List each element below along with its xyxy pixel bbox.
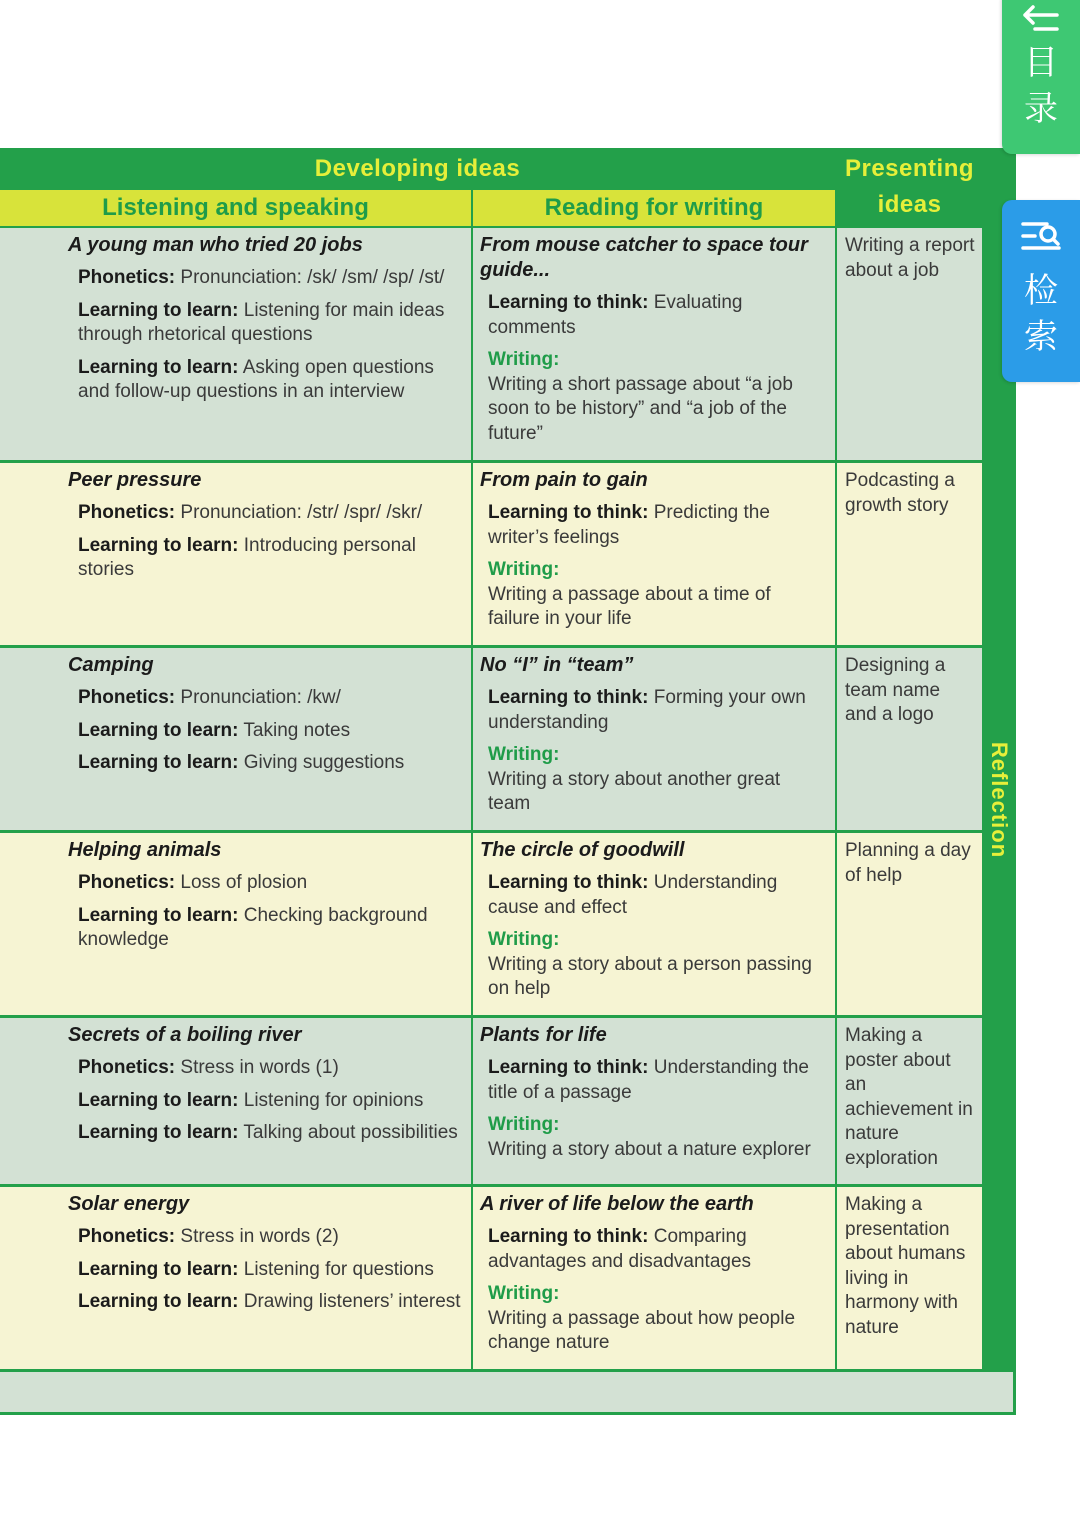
writing-text: Writing a story about a person passing on help xyxy=(488,953,812,999)
think-item xyxy=(488,1056,827,1105)
header-reading-writing: Reading for writing xyxy=(473,190,835,226)
reading-cell xyxy=(473,228,835,460)
reading-title: From pain to gain xyxy=(480,469,648,491)
reflection-text: Reflection xyxy=(987,741,1013,859)
contents-tab-label: 目录 xyxy=(1024,43,1058,129)
ls-item xyxy=(78,1056,461,1081)
presenting-cell: Podcasting a growth story xyxy=(845,470,955,516)
presenting-cell: Planning a day of help xyxy=(845,840,971,886)
ls-item xyxy=(78,1089,461,1114)
ls-item-text: Listening for questions xyxy=(243,1258,434,1280)
header-presenting-ideas xyxy=(837,148,982,226)
ls-item xyxy=(78,501,461,526)
ls-item-text: Loss of plosion xyxy=(180,872,308,893)
table-row xyxy=(0,833,982,1015)
reading-cell xyxy=(473,648,835,830)
think-text: Predicting the writer’s feelings xyxy=(488,502,770,548)
ls-item-label: Learning to learn: xyxy=(78,1258,239,1280)
unit-title: Secrets of a boiling river xyxy=(68,1024,302,1046)
table-row xyxy=(0,1187,982,1369)
search-tab[interactable] xyxy=(1002,200,1080,382)
ls-item-label: Learning to learn: xyxy=(78,719,239,741)
reading-title: No “I” in “team” xyxy=(480,654,634,676)
writing-label: Writing: xyxy=(488,349,560,370)
ls-item xyxy=(78,534,461,583)
think-item xyxy=(488,501,827,550)
ls-item-label: Phonetics: xyxy=(78,502,176,523)
reading-title: Plants for life xyxy=(480,1024,607,1046)
header-developing-ideas: Developing ideas xyxy=(314,155,521,182)
writing-label: Writing: xyxy=(488,744,560,765)
ls-item-text: Checking background knowledge xyxy=(78,904,428,950)
table-row xyxy=(0,463,982,645)
reading-cell xyxy=(473,1018,835,1184)
think-label: Learning to think: xyxy=(488,872,649,893)
ls-item-text: Pronunciation: /sk/ /sm/ /sp/ /st/ xyxy=(180,267,445,288)
ls-item-text: Stress in words (1) xyxy=(180,1057,339,1078)
think-item xyxy=(488,1225,827,1274)
table-row xyxy=(0,228,982,460)
reading-cell xyxy=(473,463,835,645)
ls-item-text: Stress in words (2) xyxy=(180,1226,339,1247)
ls-item-label: Learning to learn: xyxy=(78,534,239,556)
think-text: Comparing advantages and disadvantages xyxy=(488,1226,752,1272)
writing-label: Writing: xyxy=(488,559,560,580)
listening-cell xyxy=(0,648,471,830)
ls-item xyxy=(78,751,461,776)
think-item xyxy=(488,291,827,340)
writing-label: Writing: xyxy=(488,1283,560,1304)
ls-item-label: Learning to learn: xyxy=(78,752,239,773)
ls-item xyxy=(78,266,461,291)
search-list-icon xyxy=(1019,218,1063,258)
reading-cell xyxy=(473,1187,835,1369)
ls-item-text: Listening for opinions xyxy=(243,1089,424,1111)
search-tab-label: 检索 xyxy=(1024,271,1058,357)
ls-item-label: Learning to learn: xyxy=(78,1122,239,1143)
ls-item-label: Phonetics: xyxy=(78,1226,176,1247)
ls-item-text: Talking about possibilities xyxy=(243,1122,458,1143)
writing-text: Writing a passage about how people change nature xyxy=(488,1307,796,1353)
think-label: Learning to think: xyxy=(488,1226,649,1247)
ls-item-label: Phonetics: xyxy=(78,872,176,893)
back-arrow-icon xyxy=(1021,2,1061,36)
think-text: Understanding cause and effect xyxy=(488,872,778,918)
unit-title: Peer pressure xyxy=(68,469,202,491)
contents-tab[interactable] xyxy=(1002,0,1080,154)
header-listening-speaking: Listening and speaking xyxy=(0,190,471,226)
think-item xyxy=(488,686,827,735)
ls-item-text: Listening for main ideas through rhetorical questions xyxy=(78,299,445,345)
ls-item-label: Learning to learn: xyxy=(78,904,239,926)
ls-item-label: Phonetics: xyxy=(78,1057,176,1078)
unit-title: Solar energy xyxy=(68,1193,190,1215)
ls-item xyxy=(78,686,461,711)
ls-item xyxy=(78,299,461,348)
ls-item-label: Learning to learn: xyxy=(78,1089,239,1111)
ls-item-text: Giving suggestions xyxy=(243,752,405,773)
think-label: Learning to think: xyxy=(488,687,649,708)
ls-item xyxy=(78,1121,461,1146)
ls-item xyxy=(78,1290,461,1315)
listening-cell xyxy=(0,833,471,1015)
listening-cell xyxy=(0,228,471,460)
listening-cell xyxy=(0,1187,471,1369)
listening-cell xyxy=(0,1018,471,1184)
think-text: Forming your own understanding xyxy=(488,687,806,733)
think-text: Evaluating comments xyxy=(488,292,743,338)
listening-cell xyxy=(0,463,471,645)
presenting-cell: Writing a report about a job xyxy=(845,235,975,281)
ls-item xyxy=(78,719,461,744)
ls-item xyxy=(78,1258,461,1283)
think-label: Learning to think: xyxy=(488,502,649,523)
reflection-label xyxy=(984,230,1014,1370)
ls-item-label: Phonetics: xyxy=(78,267,176,288)
writing-text: Writing a short passage about “a job soon to be history” and “a job of the future” xyxy=(488,373,793,444)
reading-title: From mouse catcher to space tour guide... xyxy=(480,234,808,281)
reading-cell xyxy=(473,833,835,1015)
ls-item-label: Learning to learn: xyxy=(78,356,239,378)
writing-label: Writing: xyxy=(488,929,560,950)
ls-item-label: Phonetics: xyxy=(78,687,176,708)
think-item xyxy=(488,871,827,920)
ls-item-label: Learning to learn: xyxy=(78,299,239,321)
presenting-cell: Making a poster about an achievement in nature exploration xyxy=(845,1025,973,1169)
unit-title: Helping animals xyxy=(68,839,222,861)
ls-item xyxy=(78,356,461,405)
think-label: Learning to think: xyxy=(488,1057,649,1078)
unit-title: Camping xyxy=(68,654,154,676)
table-row xyxy=(0,1018,982,1184)
ls-item-text: Introducing personal stories xyxy=(78,534,416,580)
ls-item-text: Taking notes xyxy=(243,719,351,741)
think-label: Learning to think: xyxy=(488,292,649,313)
writing-label: Writing: xyxy=(488,1114,560,1135)
presenting-cell: Designing a team name and a logo xyxy=(845,655,946,725)
ls-item-text: Asking open questions and follow-up questions in an interview xyxy=(78,356,434,402)
ls-item xyxy=(78,1225,461,1250)
writing-text: Writing a passage about a time of failure in your life xyxy=(488,583,771,629)
reading-title: A river of life below the earth xyxy=(480,1193,754,1215)
table-footer-band xyxy=(0,1372,1013,1412)
unit-title: A young man who tried 20 jobs xyxy=(68,234,363,256)
writing-text: Writing a story about another great team xyxy=(488,768,781,814)
ls-item-text: Pronunciation: /str/ /spr/ /skr/ xyxy=(180,502,423,523)
table-row xyxy=(0,648,982,830)
writing-text: Writing a story about a nature explorer xyxy=(488,1138,811,1160)
ls-item xyxy=(78,871,461,896)
ls-item-text: Pronunciation: /kw/ xyxy=(180,687,341,708)
ls-item-label: Learning to learn: xyxy=(78,1291,239,1312)
presenting-cell: Making a presentation about humans living in harmony with nature xyxy=(845,1194,966,1338)
ls-item xyxy=(78,904,461,953)
think-text: Understanding the title of a passage xyxy=(488,1057,809,1103)
header-presenting-line1: Presenting xyxy=(844,155,975,182)
ls-item-text: Drawing listeners’ interest xyxy=(243,1291,461,1312)
reading-title: The circle of goodwill xyxy=(480,839,685,861)
header-presenting-line2: ideas xyxy=(877,191,942,218)
